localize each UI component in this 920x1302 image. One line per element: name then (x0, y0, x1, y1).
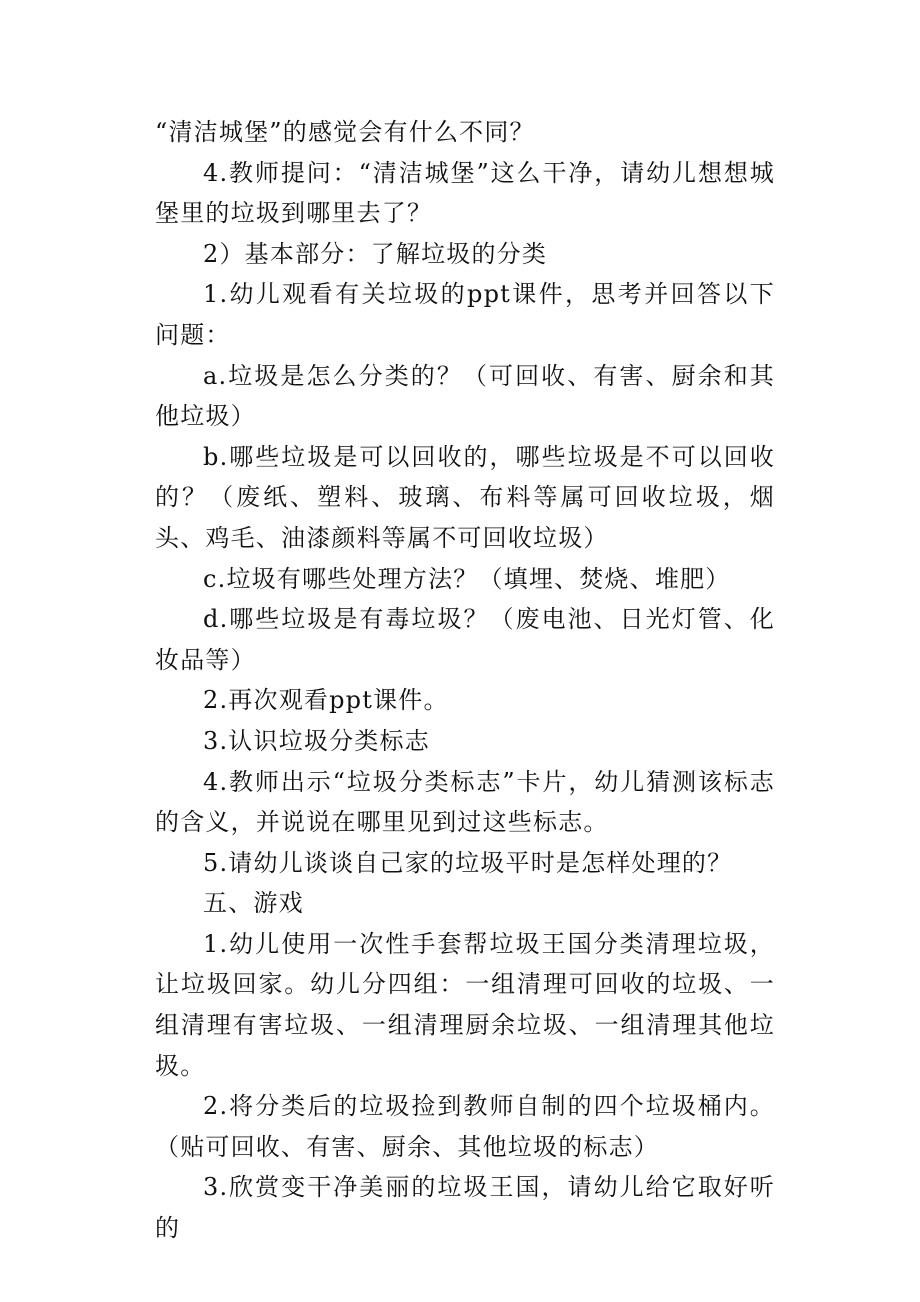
paragraph: 2.再次观看ppt课件。 (203, 686, 449, 715)
paragraph: 1.幼儿使用一次性手套帮垃圾王国分类清理垃圾，让垃圾回家。幼儿分四组：一组清理可回收的垃圾、一组清理有害垃圾、一组清理厨余垃圾、一组清理其他垃圾。 (155, 929, 775, 1080)
paragraph: 3.认识垃圾分类标志 (203, 726, 430, 755)
section-heading: 五、游戏 (203, 889, 304, 918)
paragraph: 1.幼儿观看有关垃圾的ppt课件，思考并回答以下问题： (155, 280, 775, 349)
paragraph: b.哪些垃圾是可以回收的，哪些垃圾是不可以回收的？（废纸、塑料、玻璃、布料等属可回收垃圾，烟头、鸡毛、油漆颜料等属不可回收垃圾） (155, 442, 775, 552)
paragraph: 4.教师提问：“清洁城堡”这么干净，请幼儿想想城堡里的垃圾到哪里去了？ (155, 158, 775, 228)
paragraph: 2）基本部分：了解垃圾的分类 (203, 239, 548, 268)
paragraph: a.垃圾是怎么分类的？（可回收、有害、厨余和其他垃圾） (155, 361, 775, 431)
paragraph: d.哪些垃圾是有毒垃圾？（废电池、日光灯管、化妆品等） (155, 605, 775, 674)
paragraph: c.垃圾有哪些处理方法？（填埋、焚烧、堆肥） (203, 564, 731, 593)
paragraph: 3.欣赏变干净美丽的垃圾王国，请幼儿给它取好听的 (155, 1173, 775, 1243)
paragraph: 4.教师出示“垃圾分类标志”卡片，幼儿猜测该标志的含义，并说说在哪里见到过这些标志。 (155, 767, 775, 837)
document-body (155, 112, 775, 1249)
paragraph: 2.将分类后的垃圾捡到教师自制的四个垃圾桶内。（贴可回收、有害、厨余、其他垃圾的标志） (155, 1092, 775, 1161)
paragraph: 5.请幼儿谈谈自己家的垃圾平时是怎样处理的？ (203, 848, 733, 877)
paragraph: “清洁城堡”的感觉会有什么不同？ (155, 118, 535, 146)
